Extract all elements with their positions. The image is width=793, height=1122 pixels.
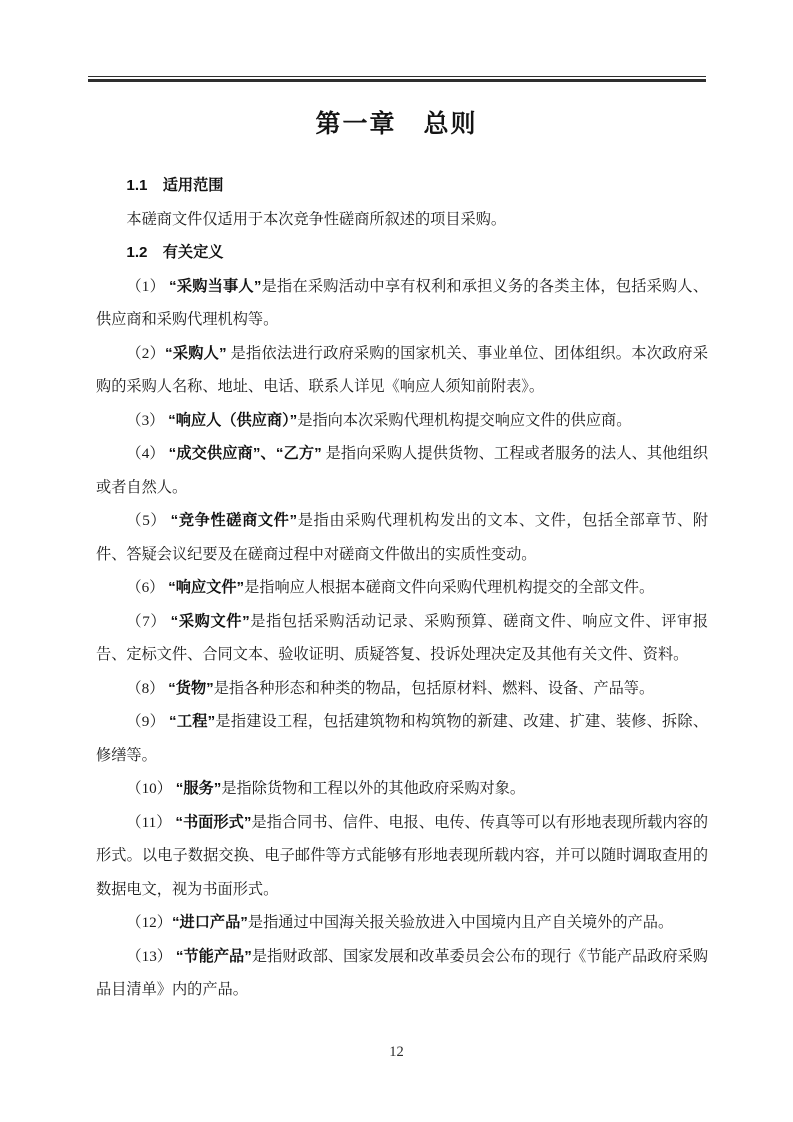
definition-item-11 — [96, 806, 708, 907]
definition-item-12 — [96, 906, 708, 940]
definition-body: 是指向本次采购代理机构提交响应文件的供应商。 — [297, 411, 632, 429]
definition-body: 是指在采购活动中享有权利和承担义务的各类主体，包括采购人、供应商和采购代理机构等。 — [96, 277, 709, 328]
definition-number: （8） — [126, 679, 169, 697]
definition-term: “采购人” — [165, 344, 227, 362]
definition-term: “竞争性磋商文件” — [170, 512, 298, 529]
definition-body: 是指财政部、国家发展和改革委员会公布的现行《节能产品政府采购品目清单》内的产品。 — [96, 947, 709, 998]
definition-term: “采购当事人” — [169, 277, 262, 295]
definition-term: “节能产品” — [175, 947, 252, 965]
definition-number: （4） — [126, 445, 169, 462]
definition-body: 是指向采购人提供货物、工程或者服务的法人、其他组织或者自然人。 — [96, 445, 709, 496]
section-1-1-paragraph: 本磋商文件仅适用于本次竞争性磋商所叙述的项目采购。 — [126, 210, 507, 228]
definition-term: “书面形式” — [175, 813, 252, 831]
page-content — [96, 169, 708, 1007]
section-heading-1-1: 1.1 适用范围 — [126, 177, 224, 194]
definition-number: （12） — [126, 914, 172, 931]
definition-number: （2） — [126, 344, 166, 362]
definition-item-4 — [96, 437, 708, 504]
definition-term: “成交供应商”、“乙方” — [168, 445, 322, 462]
definition-number: （9） — [126, 713, 170, 730]
definition-number: （5） — [126, 512, 171, 529]
definition-item-1 — [96, 270, 708, 337]
definition-item-8 — [96, 672, 708, 706]
page-number: 12 — [389, 1044, 404, 1060]
definition-number: （1） — [126, 277, 170, 295]
definition-body: 是指响应人根据本磋商文件向采购代理机构提交的全部文件。 — [244, 579, 655, 596]
definition-term: “工程” — [169, 713, 216, 730]
definition-term: “货物” — [168, 679, 214, 697]
definition-body: 是指建设工程，包括建筑物和构筑物的新建、改建、扩建、装修、拆除、修缮等。 — [96, 713, 709, 764]
definition-body: 是指合同书、信件、电报、电传、传真等可以有形地表现所载内容的形式。以电子数据交换、电子邮件等方式能够有形地表现所载内容，并可以随时调取查用的数据电文，视为书面形式。 — [96, 813, 709, 898]
definition-term: “响应人（供应商）” — [168, 411, 298, 429]
definition-number: （6） — [126, 579, 169, 596]
chapter-title: 第一章 总则 — [315, 111, 478, 138]
section-heading-1-2: 1.2 有关定义 — [126, 244, 224, 261]
definition-number: （13） — [126, 947, 176, 965]
definition-item-5 — [96, 504, 708, 571]
definition-item-13 — [96, 940, 708, 1007]
definition-item-6 — [96, 571, 708, 605]
definition-body: 是指依法进行政府采购的国家机关、事业单位、团体组织。本次政府采购的采购人名称、地址、电话、联系人详见《响应人须知前附表》。 — [96, 344, 709, 395]
definition-term: “服务” — [175, 780, 222, 797]
definition-item-10 — [96, 772, 708, 806]
definition-item-2 — [96, 337, 708, 404]
definition-item-7 — [96, 605, 708, 672]
definition-body: 是指除货物和工程以外的其他政府采购对象。 — [221, 780, 526, 797]
definition-body: 是指由采购代理机构发出的文本、文件，包括全部章节、附件、答疑会议纪要及在磋商过程中对磋商文件做出的实质性变动。 — [96, 512, 709, 563]
definition-body: 是指通过中国海关报关验放进入中国境内且产自关境外的产品。 — [247, 914, 674, 931]
definition-body: 是指各种形态和种类的物品，包括原材料、燃料、设备、产品等。 — [213, 679, 655, 697]
header-rule-divider — [88, 76, 706, 82]
definition-number: （3） — [126, 411, 169, 429]
definition-term: “进口产品” — [171, 914, 248, 931]
definition-body: 是指包括采购活动记录、采购预算、磋商文件、响应文件、评审报告、定标文件、合同文本、验收证明、质疑答复、投诉处理决定及其他有关文件、资料。 — [96, 612, 709, 663]
definition-item-9 — [96, 705, 708, 772]
definition-item-3 — [96, 404, 708, 438]
definition-number: （11） — [126, 813, 176, 831]
definition-number: （10） — [126, 780, 176, 797]
definition-term: “采购文件” — [170, 612, 250, 630]
definition-term: “响应文件” — [168, 579, 245, 596]
definition-number: （7） — [126, 612, 171, 630]
